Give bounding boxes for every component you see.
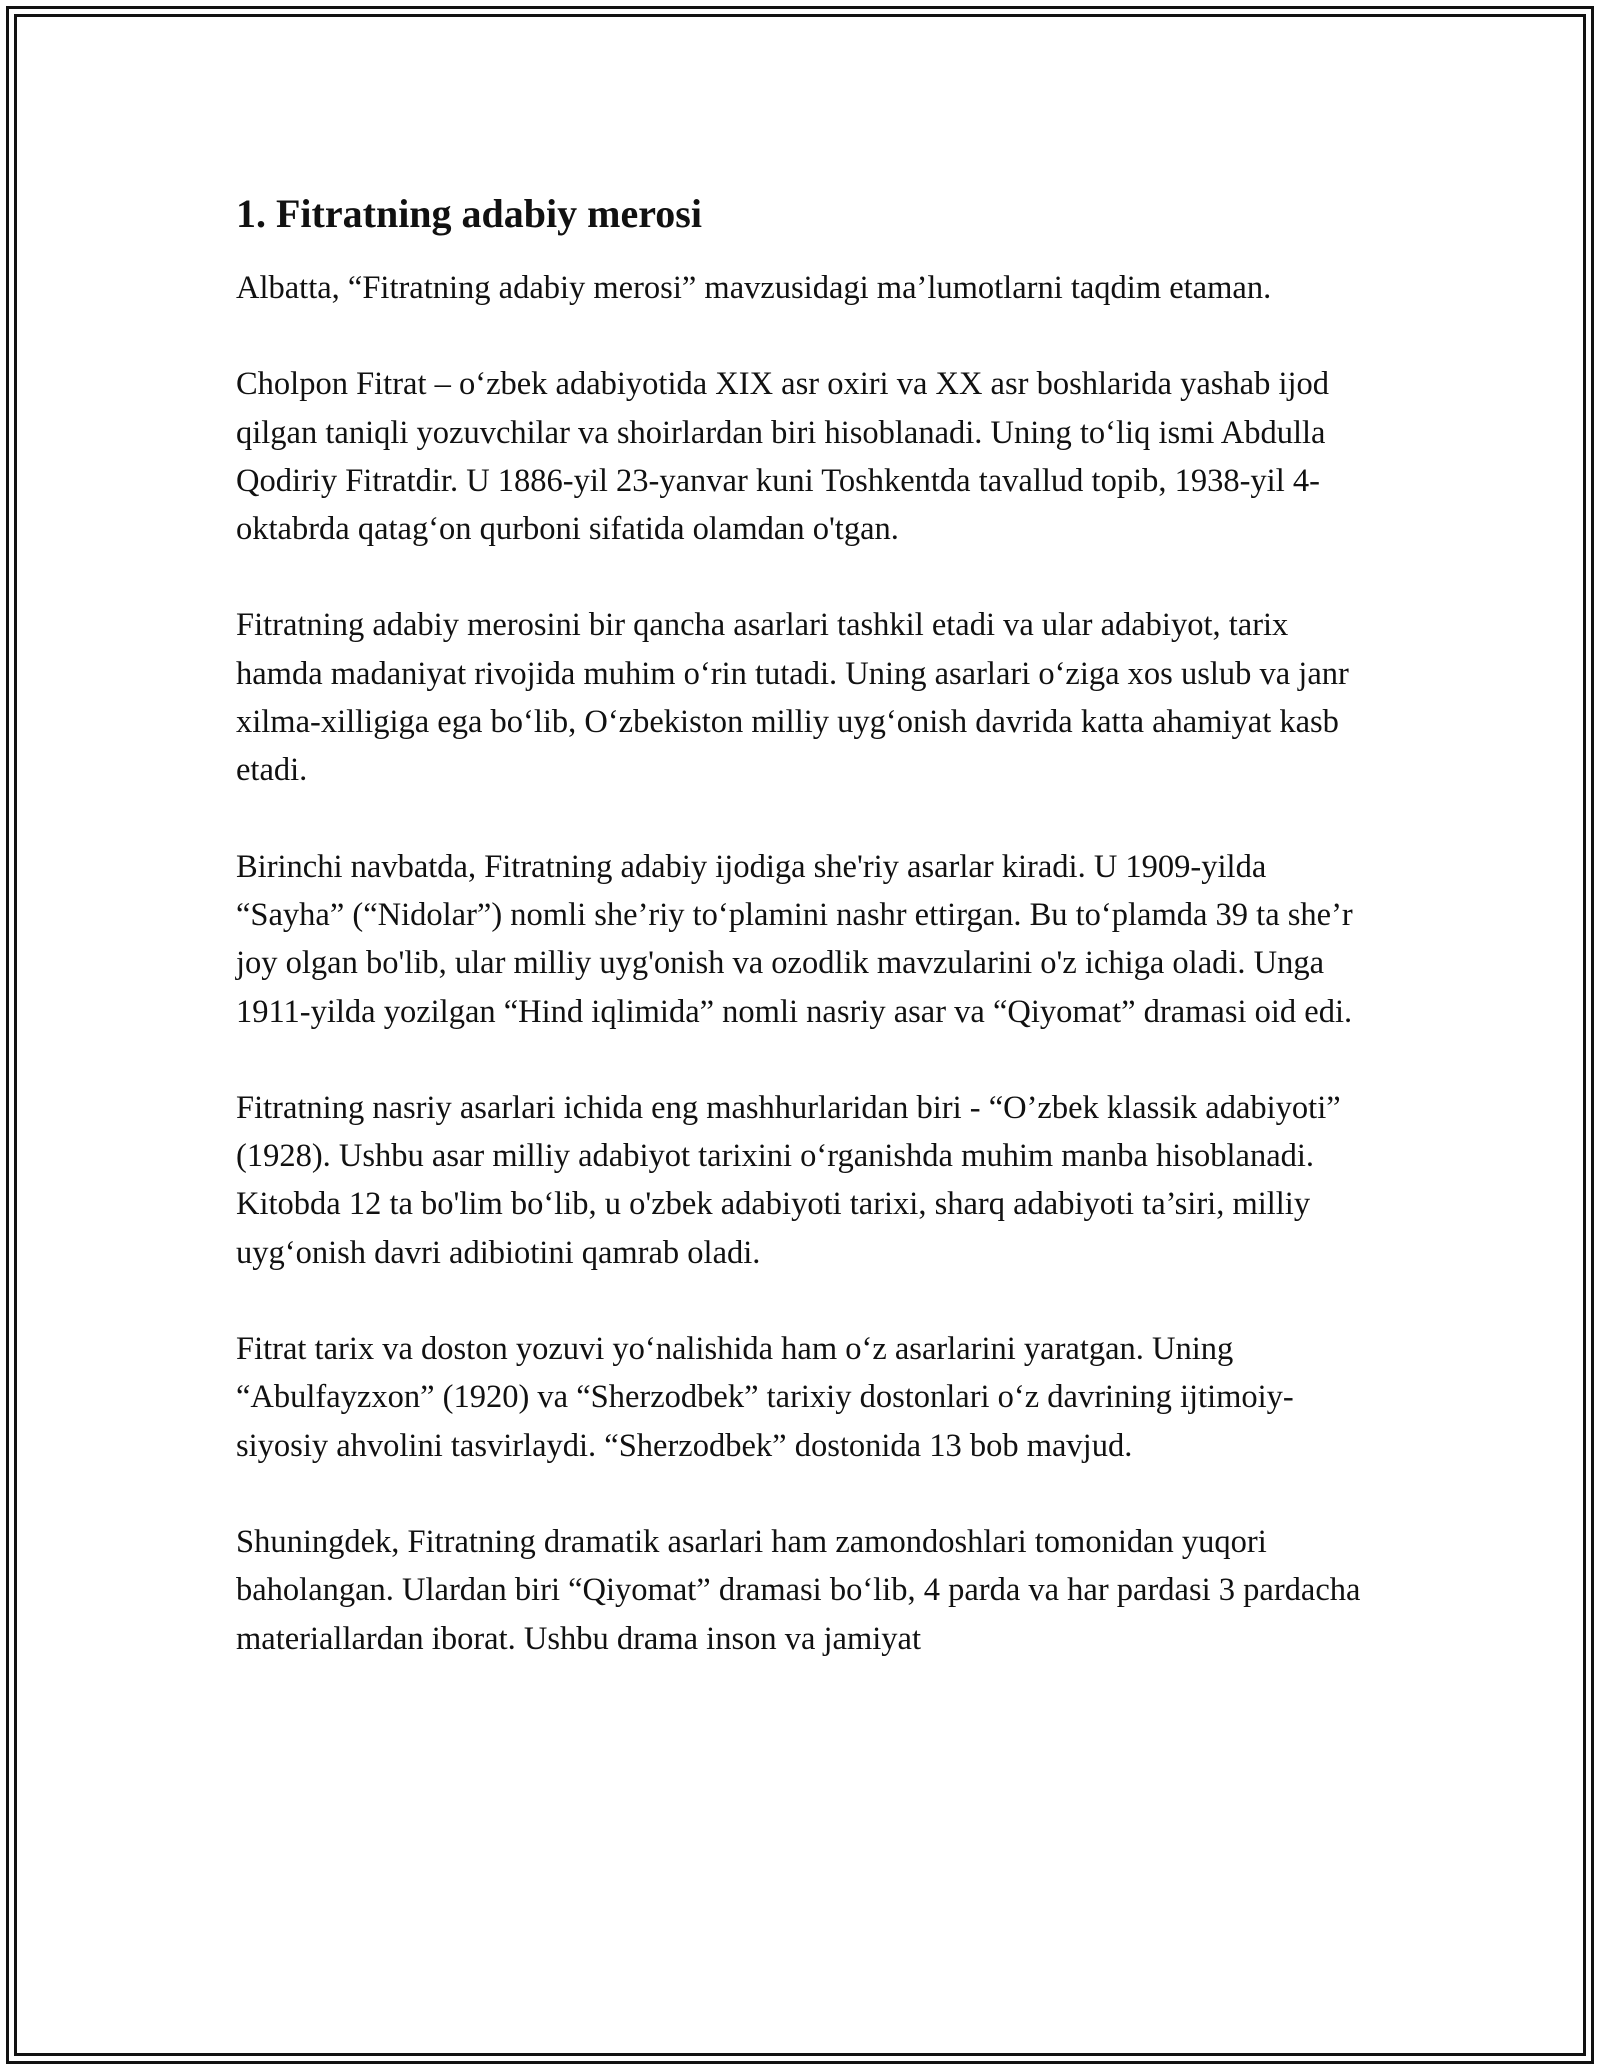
paragraph-poetry: Birinchi navbatda, Fitratning adabiy ijodiga she'riy asarlar kiradi. U 1909-yilda “Sayha” (“Nidolar”) nomli she’riy to‘plamini nashr ettirgan. Bu to‘plamda 39 ta she’r joy olgan bo'lib, ular milliy uyg'onish va ozodlik mavzularini o'z ichiga oladi. Unga 1911-yilda yozilgan “Hind iqlimida” nomli nasriy asar va “Qiyomat” dramasi oid edi. bbox=[236, 848, 1353, 1030]
paragraph-history-epics: Fitrat tarix va doston yozuvi yo‘nalishida ham o‘z asarlarini yaratgan. Uning “Abulfayzxon” (1920) va “Sherzodbek” tarixiy dostonlari o‘z davrining ijtimoiy-siyosiy ahvolini tasvirlaydi. “Sherzodbek” dostonida 13 bob mavjud. bbox=[236, 1331, 1294, 1464]
paragraph-intro: Albatta, “Fitratning adabiy merosi” mavzusidagi ma’lumotlarni taqdim etaman. bbox=[236, 270, 1272, 306]
section-heading: 1. Fitratning adabiy merosi bbox=[236, 191, 702, 236]
paragraph-legacy-overview: Fitratning adabiy merosini bir qancha asarlari tashkil etadi va ular adabiyot, tarix hamda madaniyat rivojida muhim o‘rin tutadi. Uning asarlari o‘ziga xos uslub va janr xilma-xilligiga ega bo‘lib, O‘zbekiston milliy uyg‘onish davrida katta ahamiyat kasb etadi. bbox=[236, 607, 1349, 789]
paragraph-prose: Fitratning nasriy asarlari ichida eng mashhurlaridan biri - “O’zbek klassik adabiyoti” (1928). Ushbu asar milliy adabiyot tarixini o‘rganishda muhim manba hisoblanadi. Kitobda 12 ta bo'lim bo‘lib, u o'zbek adabiyoti tarixi, sharq adabiyoti ta’siri, milliy uyg‘onish davri adibiotini qamrab oladi. bbox=[236, 1089, 1341, 1271]
paragraph-biography: Cholpon Fitrat – o‘zbek adabiyotida XIX asr oxiri va XX asr boshlarida yashab ijod qilgan taniqli yozuvchilar va shoirlardan biri hisoblanadi. Uning to‘liq ismi Abdulla Qodiriy Fitratdir. U 1886-yil 23-yanvar kuni Toshkentda tavallud topib, 1938-yil 4-oktabrda qatag‘on qurboni sifatida olamdan o'tgan. bbox=[236, 366, 1330, 548]
paragraph-drama: Shuningdek, Fitratning dramatik asarlari ham zamondoshlari tomonidan yuqori baholangan. Ulardan biri “Qiyomat” dramasi bo‘lib, 4 parda va har pardasi 3 pardacha materiallardan iborat. Ushbu drama inson va jamiyat bbox=[236, 1523, 1361, 1657]
document-body bbox=[236, 186, 1376, 1711]
